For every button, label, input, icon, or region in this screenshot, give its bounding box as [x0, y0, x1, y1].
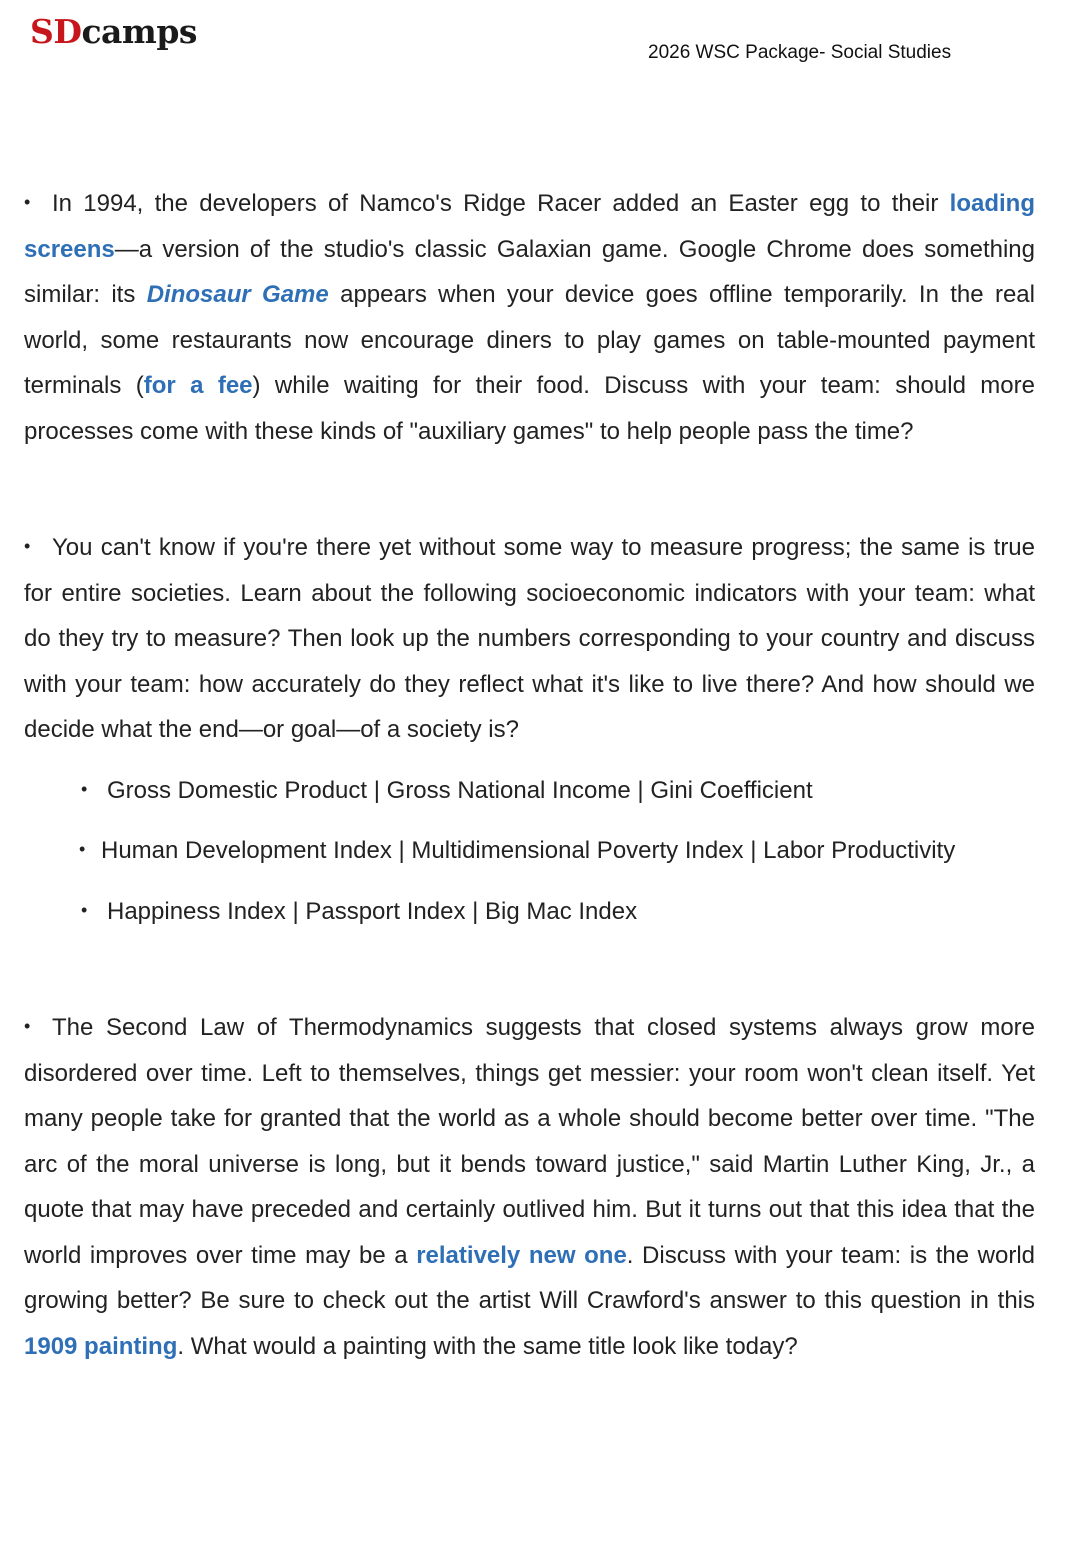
loading-screens-link[interactable]: loading screens [24, 190, 1035, 263]
logo-sd-text: SD [30, 12, 82, 51]
logo-camps-text: camps [81, 12, 197, 51]
bullet-icon: • [24, 536, 31, 556]
relatively-new-one-link[interactable]: relatively new one [416, 1241, 627, 1269]
bullet-icon: • [79, 839, 86, 859]
bullet-icon: • [81, 778, 88, 799]
bullet-icon: • [81, 899, 88, 920]
sdcamps-logo [30, 10, 197, 54]
page-header-title: 2026 WSC Package- Social Studies [648, 42, 952, 63]
dinosaur-game-link[interactable]: Dinosaur Game [146, 281, 329, 308]
bullet-icon: • [24, 192, 31, 212]
indicator-list-item: • Human Development Index | Multidimensional Poverty Index | Labor Productivity [24, 827, 1035, 874]
for-a-fee-link[interactable]: for a fee [143, 372, 253, 399]
bullet-icon: • [24, 1016, 31, 1036]
1909-painting-link[interactable]: 1909 painting [24, 1332, 178, 1360]
indicator-list-item: • Happiness Index | Passport Index | Big Mac Index [24, 888, 1035, 935]
paragraph-world-growing-better: • The Second Law of Thermodynamics suggests that closed systems always grow more disordered over time. Left to themselves, things get messier: your room won't clean itself. Yet many people take for granted that the world as a whole should become better over time. "The arc of the moral universe is long, but it bends toward justice," said Martin Luther King, Jr., a quote that may have preceded and certainly outlived him. But it turns out that this idea that the world improves over time may be a relatively new one. Discuss with your team: is the world growing better? Be sure to check out the artist Will Crawford's answer to this question in this 1909 painting. What would a painting with the same title look like today? [24, 1004, 1035, 1369]
paragraph-auxiliary-games: • In 1994, the developers of Namco's Ridge Racer added an Easter egg to their loading screens—a version of the studio's classic Galaxian game. Google Chrome does something similar: its Dinosaur Game appears when your device goes offline temporarily. In the real world, some restaurants now encourage diners to play games on table-mounted payment terminals (for a fee) while waiting for their food. Discuss with your team: should more processes come with these kinds of "auxiliary games" to help people pass the time? [24, 180, 1035, 454]
document-body [24, 180, 1035, 1369]
indicator-list-item: • Gross Domestic Product | Gross National Income | Gini Coefficient [24, 767, 1035, 814]
paragraph-socioeconomic-indicators: • You can't know if you're there yet without some way to measure progress; the same is true for entire societies. Learn about the following socioeconomic indicators with your team: what do they try to measure? Then look up the numbers corresponding to your country and discuss with your team: how accurately do they reflect what it's like to live there? And how should we decide what the end—or goal—of a society is? [24, 524, 1035, 753]
